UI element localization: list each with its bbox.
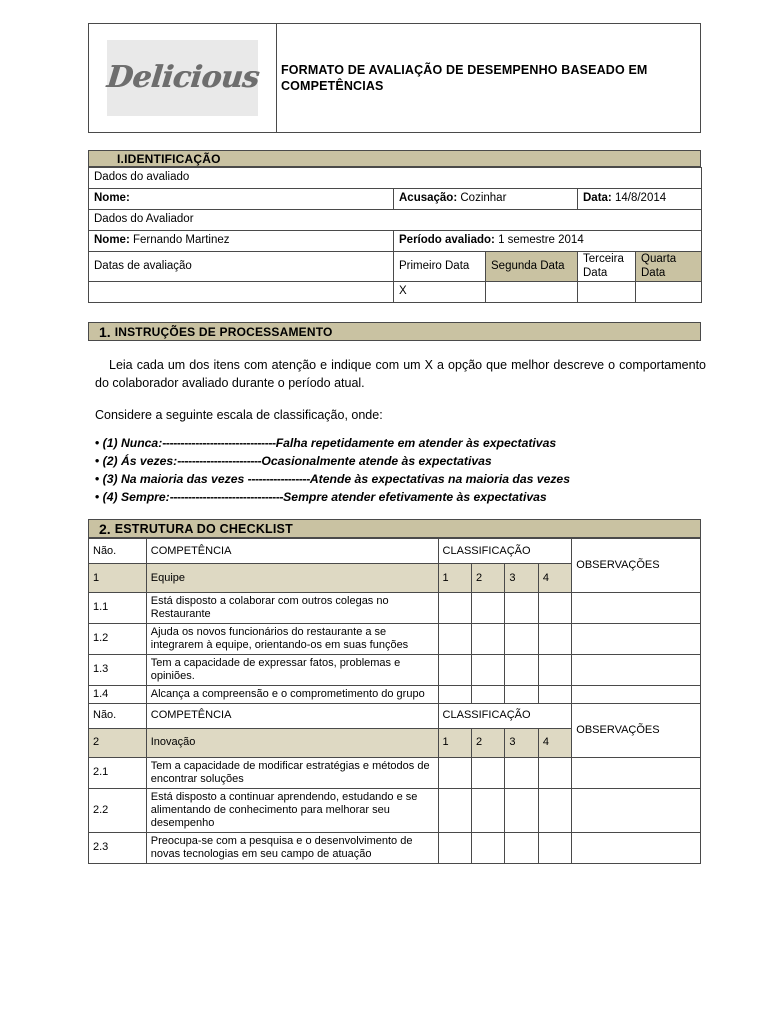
item-text: Está disposto a colaborar com outros colegas no Restaurante xyxy=(146,593,438,624)
instructions-section-bar xyxy=(88,322,701,341)
score-checkbox-3[interactable] xyxy=(505,623,538,654)
date-mark-2[interactable] xyxy=(486,282,578,303)
checklist-item-row xyxy=(89,654,701,685)
date-column-header-1: Primeiro Data xyxy=(394,252,486,282)
page-title: FORMATO DE AVALIAÇÃO DE DESEMPENHO BASEADO EM COMPETÊNCIAS xyxy=(281,62,648,93)
item-number: 1.4 xyxy=(89,685,147,703)
date-column-header-2: Segunda Data xyxy=(486,252,578,282)
item-observation[interactable] xyxy=(572,832,701,863)
score-header-1: 1 xyxy=(438,564,471,593)
brand-logo xyxy=(104,40,261,116)
score-checkbox-1[interactable] xyxy=(438,654,471,685)
score-checkbox-1[interactable] xyxy=(438,757,471,788)
score-checkbox-1[interactable] xyxy=(438,685,471,703)
evaluated-heading: Dados do avaliado xyxy=(89,168,702,189)
header-competence: COMPETÊNCIA xyxy=(146,703,438,728)
score-checkbox-4[interactable] xyxy=(538,788,571,832)
checklist-item-row xyxy=(89,757,701,788)
evaluation-dates-header-row xyxy=(89,252,702,282)
instructions-body xyxy=(95,357,706,438)
period-value: 1 semestre 2014 xyxy=(498,234,584,247)
score-header-2: 2 xyxy=(471,564,504,593)
rating-scale-item xyxy=(95,488,706,506)
bullet-icon: • xyxy=(95,490,100,505)
score-checkbox-3[interactable] xyxy=(505,685,538,703)
checklist-header-row xyxy=(89,703,701,728)
logo-cell xyxy=(89,24,277,133)
score-header-3: 3 xyxy=(505,564,538,593)
evaluation-dates-label: Datas de avaliação xyxy=(89,252,394,282)
instructions-paragraph-2: Considere a seguinte escala de classificação, onde: xyxy=(95,407,383,422)
evaluator-heading-row xyxy=(89,210,702,231)
score-checkbox-4[interactable] xyxy=(538,654,571,685)
item-text: Tem a capacidade de modificar estratégias e métodos de encontrar soluções xyxy=(146,757,438,788)
score-checkbox-2[interactable] xyxy=(471,685,504,703)
date-cell[interactable] xyxy=(578,189,702,210)
score-checkbox-1[interactable] xyxy=(438,593,471,624)
header-observations: OBSERVAÇÕES xyxy=(572,703,701,757)
item-text: Está disposto a continuar aprendendo, estudando e se alimentando de conhecimento para melhorar seu desempenho xyxy=(146,788,438,832)
evaluated-data-row xyxy=(89,189,702,210)
score-checkbox-4[interactable] xyxy=(538,593,571,624)
checklist-item-row xyxy=(89,788,701,832)
score-header-4: 4 xyxy=(538,728,571,757)
item-number: 2.3 xyxy=(89,832,147,863)
scale-level-label: (1) Nunca: xyxy=(102,436,163,450)
score-checkbox-2[interactable] xyxy=(471,832,504,863)
score-checkbox-2[interactable] xyxy=(471,788,504,832)
item-observation[interactable] xyxy=(572,654,701,685)
date-column-header-3: Terceira Data xyxy=(578,252,636,282)
instructions-section-title: INSTRUÇÕES DE PROCESSAMENTO xyxy=(114,324,333,339)
group-name: Equipe xyxy=(146,564,438,593)
header-no: Não. xyxy=(89,703,147,728)
score-checkbox-4[interactable] xyxy=(538,685,571,703)
checklist-section-number: 2. xyxy=(99,520,111,537)
date-mark-3[interactable] xyxy=(578,282,636,303)
score-checkbox-4[interactable] xyxy=(538,623,571,654)
checklist-section-title: ESTRUTURA DO CHECKLIST xyxy=(114,521,293,536)
score-checkbox-2[interactable] xyxy=(471,654,504,685)
evaluation-dates-blank xyxy=(89,282,394,303)
score-header-2: 2 xyxy=(471,728,504,757)
score-checkbox-2[interactable] xyxy=(471,593,504,624)
rating-scale-item xyxy=(95,452,706,470)
logo-text: Delicious xyxy=(104,60,261,96)
score-checkbox-3[interactable] xyxy=(505,654,538,685)
item-number: 1.1 xyxy=(89,593,147,624)
evaluator-data-row xyxy=(89,231,702,252)
group-name: Inovação xyxy=(146,728,438,757)
evaluated-heading-row xyxy=(89,168,702,189)
item-observation[interactable] xyxy=(572,593,701,624)
item-text: Alcança a compreensão e o comprometimento do grupo xyxy=(146,685,438,703)
item-number: 2.2 xyxy=(89,788,147,832)
item-number: 2.1 xyxy=(89,757,147,788)
score-checkbox-3[interactable] xyxy=(505,832,538,863)
identification-section-title: I.IDENTIFICAÇÃO xyxy=(117,151,221,166)
score-header-4: 4 xyxy=(538,564,571,593)
bullet-icon: • xyxy=(95,472,100,487)
evaluated-name-cell[interactable] xyxy=(89,189,394,210)
item-observation[interactable] xyxy=(572,788,701,832)
document-header xyxy=(88,23,701,133)
score-checkbox-3[interactable] xyxy=(505,757,538,788)
charge-cell[interactable] xyxy=(394,189,578,210)
evaluator-heading: Dados do Avaliador xyxy=(89,210,702,231)
item-observation[interactable] xyxy=(572,685,701,703)
evaluation-dates-mark-row xyxy=(89,282,702,303)
date-mark-4[interactable] xyxy=(636,282,702,303)
header-competence: COMPETÊNCIA xyxy=(146,539,438,564)
bullet-icon: • xyxy=(95,436,100,450)
instructions-section-number: 1. xyxy=(99,323,111,340)
scale-description: Sempre atender efetivamente às expectativas xyxy=(283,490,547,505)
evaluator-name-value: Fernando Martinez xyxy=(132,234,230,247)
charge-value: Cozinhar xyxy=(460,192,507,205)
item-text: Tem a capacidade de expressar fatos, problemas e opiniões. xyxy=(146,654,438,685)
score-checkbox-1[interactable] xyxy=(438,832,471,863)
scale-dashes: ------------------------------- xyxy=(169,490,284,505)
scale-dashes: ----------------------- xyxy=(177,454,262,469)
score-checkbox-1[interactable] xyxy=(438,623,471,654)
identification-table xyxy=(88,167,701,303)
period-cell[interactable] xyxy=(394,231,702,252)
score-checkbox-3[interactable] xyxy=(505,788,538,832)
item-text: Preocupa-se com a pesquisa e o desenvolvimento de novas tecnologias em seu campo de atuação xyxy=(146,832,438,863)
scale-dashes: ----------------- xyxy=(247,472,310,487)
score-checkbox-2[interactable] xyxy=(471,757,504,788)
checklist-item-row xyxy=(89,685,701,703)
checklist-section-bar xyxy=(88,519,701,538)
score-checkbox-4[interactable] xyxy=(538,757,571,788)
group-number: 1 xyxy=(89,564,147,593)
checklist-table xyxy=(88,538,701,864)
period-label: Período avaliado: xyxy=(399,234,495,247)
score-checkbox-2[interactable] xyxy=(471,623,504,654)
scale-description: Falha repetidamente em atender às expectativas xyxy=(275,436,557,450)
rating-scale-item xyxy=(95,434,706,452)
checklist-item-row xyxy=(89,593,701,624)
item-text: Ajuda os novos funcionários do restaurante a se integrarem à equipe, orientando-os em suas funções xyxy=(146,623,438,654)
scale-description: Ocasionalmente atende às expectativas xyxy=(261,454,492,469)
checklist-item-row xyxy=(89,832,701,863)
checklist-item-row xyxy=(89,623,701,654)
header-classification: CLASSIFICAÇÃO xyxy=(438,703,572,728)
scale-dashes: ------------------------------- xyxy=(162,436,276,450)
rating-scale-list xyxy=(95,434,706,506)
instructions-paragraph-1: Leia cada um dos itens com atenção e indique com um X a opção que melhor descreve o comportamento do colaborador avaliado durante o período atual. xyxy=(95,358,706,390)
group-number: 2 xyxy=(89,728,147,757)
item-number: 1.2 xyxy=(89,623,147,654)
checklist-header-row xyxy=(89,539,701,564)
date-label: Data: xyxy=(583,192,612,205)
header-observations: OBSERVAÇÕES xyxy=(572,539,701,593)
score-checkbox-4[interactable] xyxy=(538,832,571,863)
charge-label: Acusação: xyxy=(399,192,458,205)
scale-description: Atende às expectativas na maioria das vezes xyxy=(309,472,570,487)
item-observation[interactable] xyxy=(572,623,701,654)
bullet-icon: • xyxy=(95,454,100,469)
item-observation[interactable] xyxy=(572,757,701,788)
title-cell xyxy=(277,24,701,133)
score-header-1: 1 xyxy=(438,728,471,757)
score-checkbox-3[interactable] xyxy=(505,593,538,624)
evaluator-name-label: Nome: xyxy=(94,234,130,247)
scale-level-label: (4) Sempre: xyxy=(102,490,170,505)
date-mark-1[interactable]: X xyxy=(394,282,486,303)
header-classification: CLASSIFICAÇÃO xyxy=(438,539,572,564)
score-checkbox-1[interactable] xyxy=(438,788,471,832)
item-number: 1.3 xyxy=(89,654,147,685)
identification-section-bar xyxy=(88,150,701,167)
rating-scale-item xyxy=(95,470,706,488)
date-value: 14/8/2014 xyxy=(614,192,667,205)
score-header-3: 3 xyxy=(505,728,538,757)
scale-level-label: (2) Ás vezes: xyxy=(102,454,178,469)
evaluator-name-cell[interactable] xyxy=(89,231,394,252)
scale-level-label: (3) Na maioria das vezes xyxy=(102,472,245,487)
header-no: Não. xyxy=(89,539,147,564)
evaluated-name-label: Nome: xyxy=(94,192,130,205)
date-column-header-4: Quarta Data xyxy=(636,252,702,282)
